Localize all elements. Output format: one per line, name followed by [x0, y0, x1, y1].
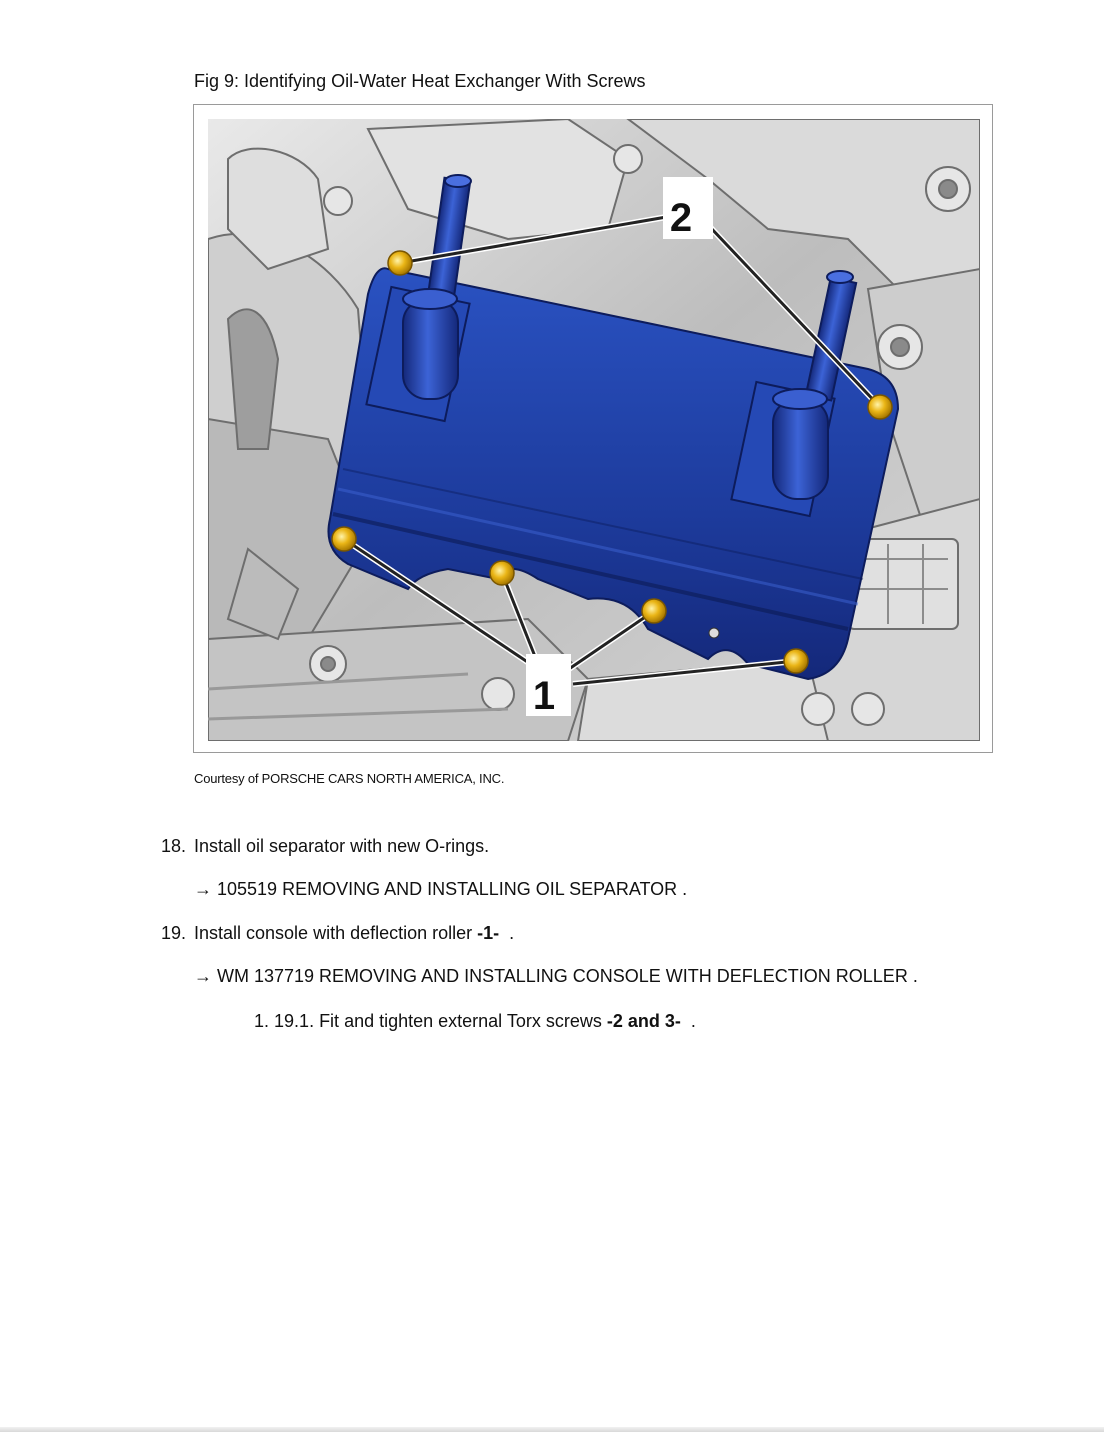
reference-link-console[interactable]: → WM 137719 REMOVING AND INSTALLING CONSOLE WITH DEFLECTION ROLLER . — [194, 966, 918, 986]
step-number: 18. — [161, 836, 187, 856]
heat-exchanger-illustration — [208, 119, 980, 741]
substep-part-ref: -2 and 3- — [606, 1011, 681, 1031]
screw-icon — [642, 599, 666, 623]
step-19 — [161, 923, 515, 944]
callout-1-label: 1 — [532, 674, 556, 718]
screw-icon — [388, 251, 412, 275]
page-bottom-edge — [0, 1427, 1104, 1432]
callout-1 — [526, 654, 571, 718]
figure-credit: Courtesy of PORSCHE CARS NORTH AMERICA, INC. — [194, 771, 505, 786]
callout-2-label: 2 — [669, 196, 693, 240]
step-text: Install console with deflection roller — [194, 923, 478, 943]
step-number: 19. — [161, 923, 187, 943]
screw-icon — [784, 649, 808, 673]
figure-frame — [193, 104, 993, 753]
reference-link-oil-separator[interactable]: → 105519 REMOVING AND INSTALLING OIL SEPARATOR . — [194, 879, 688, 899]
step-part-ref: -1- — [477, 923, 500, 943]
step-text-end: . — [499, 923, 515, 943]
step-18 — [161, 836, 490, 857]
substep-text: 19.1. Fit and tighten external Torx screws — [274, 1011, 607, 1031]
screw-icon — [868, 395, 892, 419]
substep-text-end: . — [680, 1011, 696, 1031]
substep-number: 1. — [254, 1011, 270, 1031]
substep-19-1 — [254, 1011, 696, 1032]
screw-icon — [332, 527, 356, 551]
step-text: Install oil separator with new O-rings. — [194, 836, 490, 856]
screw-icon — [490, 561, 514, 585]
figure-caption: Fig 9: Identifying Oil-Water Heat Exchanger With Screws — [194, 71, 646, 91]
callout-2 — [663, 177, 713, 240]
